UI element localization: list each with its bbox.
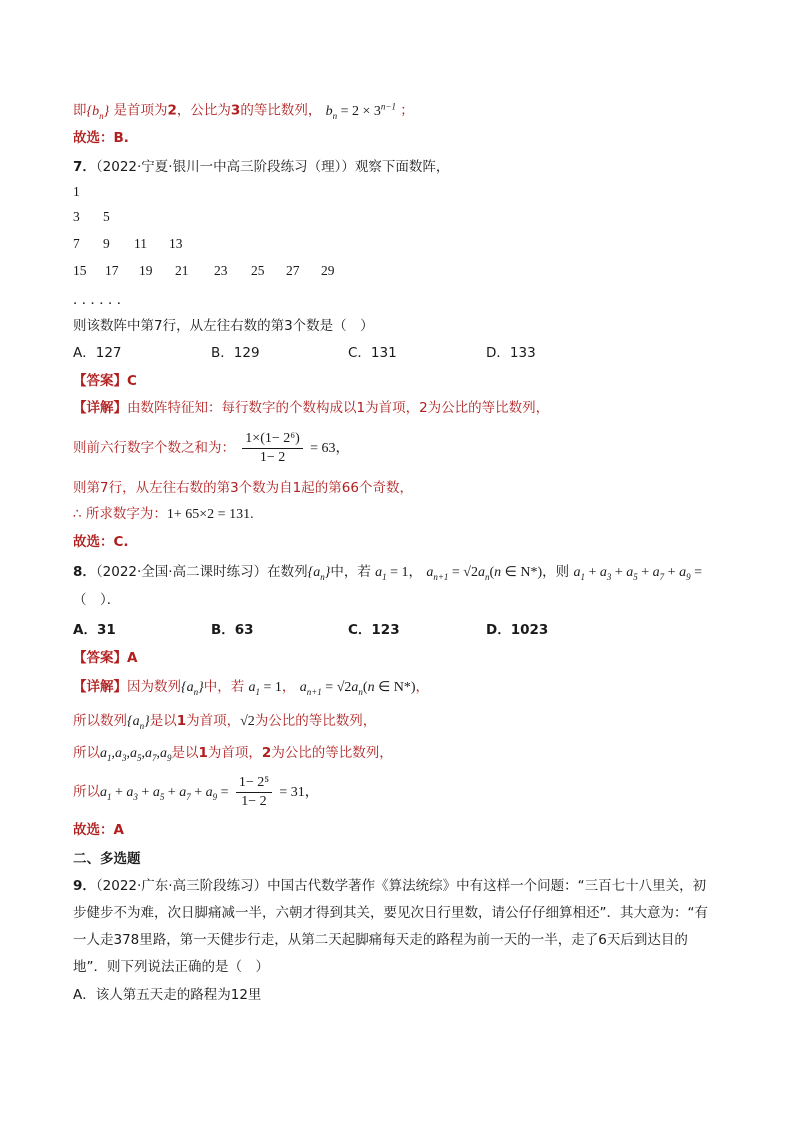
option-a: A．该人第五天走的路程为12里	[73, 987, 262, 1003]
q7-detail-1	[73, 398, 549, 418]
math-bn-set: $\{b_n\}$	[86, 103, 110, 121]
text-span: 所以	[73, 784, 100, 800]
question-source: （2022·宁夏·银川一中高三阶段练习（理））观察下面数阵，	[95, 159, 450, 175]
array-cell: 29	[321, 263, 335, 278]
q7-ellipsis	[73, 290, 132, 310]
q9-line-1	[73, 876, 706, 896]
fraction	[236, 775, 272, 810]
array-cell: 19	[139, 263, 153, 278]
question-source: （2022·全国·高二课时练习）在数列	[95, 564, 308, 580]
text-span: 故选：	[73, 534, 114, 550]
text-span: 为首项，	[207, 745, 262, 761]
question-text: 则该数阵中第7行，从左往右数的第3个数是（ ）	[73, 318, 374, 334]
q9-line-2	[73, 903, 708, 923]
text-span: 为首项，	[186, 713, 241, 729]
text-span: C.	[113, 534, 129, 550]
option-c: C．123	[348, 622, 400, 638]
option-a: A．127	[73, 345, 122, 361]
question-number: 7．	[73, 159, 96, 175]
array-cell: 23	[214, 263, 228, 278]
text-span: ；	[400, 102, 414, 119]
option-a: A．31	[73, 622, 116, 638]
q9-line-3	[73, 930, 688, 950]
text-span: 因为数列	[127, 679, 181, 695]
text-span: 故选：	[73, 130, 114, 146]
detail-tag: 【详解】	[73, 679, 127, 695]
fraction-numerator: 1− 2⁵	[236, 775, 272, 793]
q7-detail-3	[73, 478, 413, 498]
math-odd-sum: $a_1 + a_3 + a_5 + a_7 + a_9$ =	[100, 785, 229, 802]
option-d: D．1023	[486, 622, 549, 638]
option-d: D．133	[486, 345, 536, 361]
fraction-result: = 31，	[279, 785, 319, 800]
option-b: B．129	[211, 345, 260, 361]
text-span: 2	[167, 102, 177, 119]
detail-text: ∴ 所求数字为：	[73, 506, 167, 522]
q8-header-2	[73, 590, 120, 610]
array-cell: 21	[175, 263, 189, 278]
question-text: 步健步不为难，次日脚痛减一半，六朝才得到其关，要见次日行里数，请公仔仔细算相还”．其大意为：“有	[73, 905, 708, 921]
q8-detail-4	[73, 772, 319, 812]
detail-text: 则前六行数字个数之和为：	[73, 440, 235, 456]
text-span: 故选：	[73, 822, 114, 838]
answer-value: A	[127, 650, 138, 666]
option-b: B．63	[211, 622, 254, 638]
q8-detail-1	[73, 677, 429, 702]
array-cell: 9	[103, 236, 110, 251]
math-sum: $a_1 + a_3 + a_5 + a_7 + a_9$ =	[573, 565, 702, 582]
fraction-denominator: 1− 2	[259, 449, 286, 465]
fraction	[242, 431, 303, 466]
q8-detail-2	[73, 711, 376, 736]
q7-choose	[73, 532, 129, 552]
array-cell: 15	[73, 263, 87, 278]
question-text: （2022·广东·高三阶段练习）中国古代数学著作《算法统综》中有这样一个问题：“三百七十八里关，初	[95, 878, 707, 894]
section-heading: 二、多选题	[73, 851, 141, 867]
detail-text: 由数阵特征知：每行数字的个数构成以1为首项，2为公比的等比数列，	[127, 400, 550, 416]
text-span: 3	[230, 102, 241, 119]
text-span: 的等比数列，	[240, 102, 322, 119]
q8-choose	[73, 820, 124, 840]
text-span: 为公比的等比数列，	[254, 713, 377, 729]
array-cell: 27	[286, 263, 300, 278]
detail-text: 则第7行，从左往右数的第3个数为自1起的第66个奇数，	[73, 480, 413, 496]
answer-value: C	[127, 373, 137, 389]
text-span: A	[113, 822, 124, 838]
answer-tag: 【答案】	[73, 650, 127, 666]
option-c: C．131	[348, 345, 397, 361]
q7-header	[73, 157, 449, 177]
section-title	[73, 849, 141, 869]
text-span: （ ）．	[73, 592, 121, 608]
fraction-denominator: 1− 2	[241, 793, 267, 809]
text-span: 为公比的等比数列，	[271, 745, 393, 761]
math-an-set: $\{a_n\}$	[181, 680, 204, 697]
text-span: 即	[73, 102, 87, 119]
math-recurrence: $a_{n+1} = √2a_n(n$ ∈ N*)	[299, 680, 416, 697]
text-span: ，公比为	[176, 102, 231, 119]
question-number: 8．	[73, 564, 96, 580]
text-span: 是首项为	[113, 102, 168, 119]
text-span: 1	[176, 713, 187, 729]
q8-detail-3	[73, 743, 393, 768]
q9-option-a	[73, 985, 261, 1005]
text-span: ，	[408, 564, 423, 580]
question-text: 一人走378里路，第一天健步行走，从第二天起脚痛每天走的路程为前一天的一半，走了6天后到达目的	[73, 932, 688, 948]
q8-header	[73, 562, 702, 587]
math-an-set: $\{a_n\}$	[127, 714, 150, 731]
array-cell: 13	[169, 236, 183, 251]
detail-tag: 【详解】	[73, 400, 127, 416]
array-cell: 1	[73, 184, 80, 199]
q7-question	[73, 316, 374, 336]
fraction-numerator: 1×(1− 2⁶)	[242, 431, 303, 449]
q7-detail-2	[73, 428, 350, 468]
question-text: 地”．则下列说法正确的是（ ）	[73, 959, 269, 975]
array-cell: 25	[251, 263, 265, 278]
text-span: 1	[198, 745, 208, 761]
array-cell: 11	[134, 236, 147, 251]
math-recurrence: $a_{n+1} = √2a_n(n$ ∈ N*)	[426, 565, 543, 582]
text-span: 所以数列	[73, 713, 127, 729]
q8-answer	[73, 648, 137, 668]
text-span: 2	[261, 745, 272, 761]
math-a1: $a_1 = 1$	[375, 565, 409, 582]
text-span: 所以	[73, 745, 100, 761]
math-an-set: $\{a_n\}$	[307, 565, 331, 582]
q7-answer	[73, 371, 137, 391]
question-number: 9．	[73, 878, 96, 894]
fraction-result: = 63，	[310, 441, 350, 456]
math-bn-formula: $b_n = 2 \times 3^{n-1}$	[325, 101, 396, 121]
math-sqrt2: √2	[240, 714, 255, 729]
q9-line-4	[73, 957, 269, 977]
text-span: 是以	[149, 713, 177, 729]
text-span: B.	[113, 130, 129, 146]
q7-detail-4	[73, 504, 254, 525]
text-span: ，	[281, 679, 296, 695]
text-span: 中，若	[203, 679, 245, 695]
detail-expression: 1+ 65×2 = 131.	[166, 507, 254, 522]
top-line-1	[73, 96, 414, 125]
text-span: ，则	[542, 564, 570, 580]
array-cell: 3	[73, 209, 80, 224]
text-span: ，	[415, 679, 430, 695]
array-cell: 7	[73, 236, 80, 251]
math-odd-terms: $a_1,a_3,a_5,a_7,a_9$	[100, 746, 172, 763]
answer-tag: 【答案】	[73, 373, 127, 389]
top-choose	[73, 128, 129, 148]
text-span: 中，若	[330, 564, 371, 580]
ellipsis-text: ．．．．．．	[73, 292, 133, 308]
text-span: 是以	[171, 745, 199, 761]
array-cell: 5	[103, 209, 110, 224]
array-cell: 17	[105, 263, 119, 278]
math-a1: $a_1 = 1$	[248, 680, 282, 697]
